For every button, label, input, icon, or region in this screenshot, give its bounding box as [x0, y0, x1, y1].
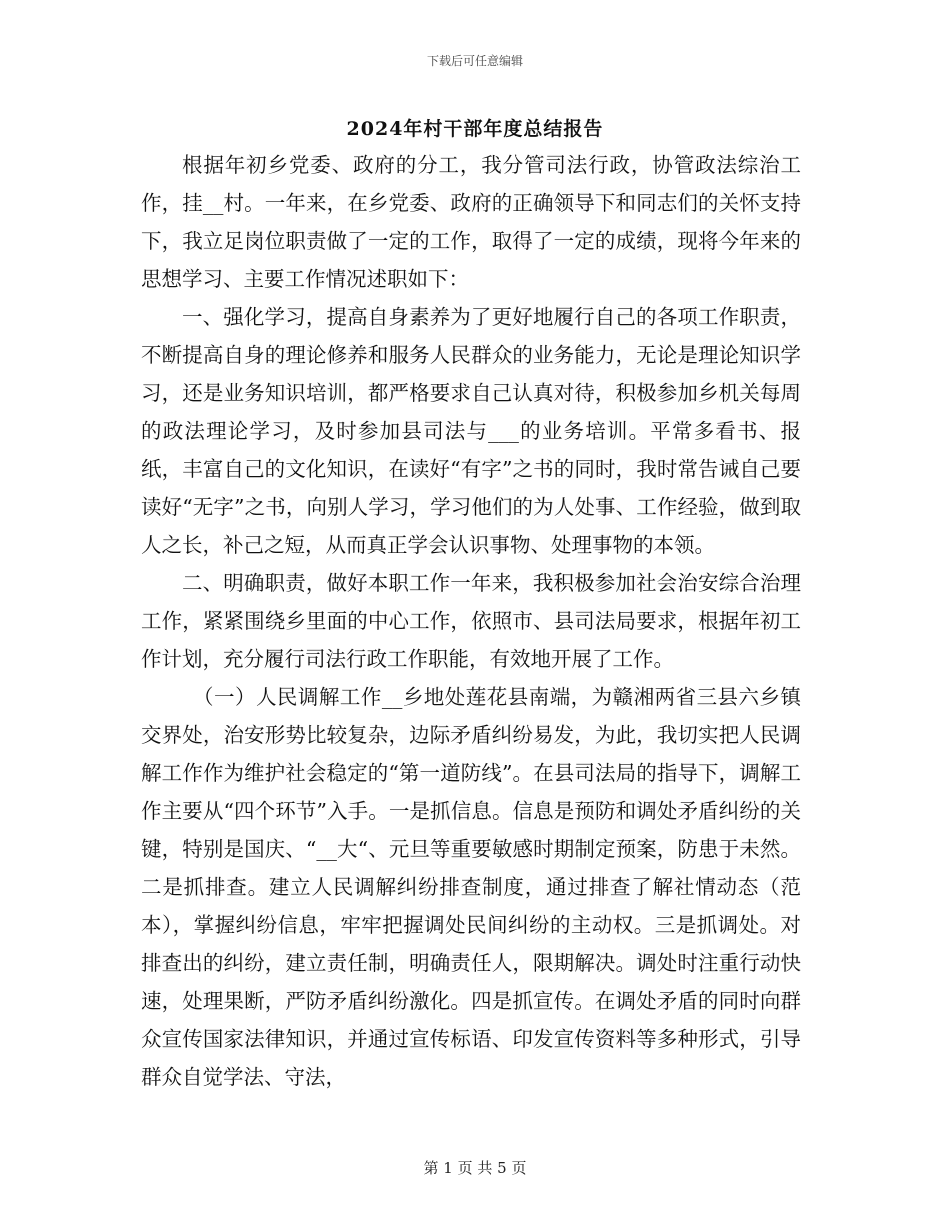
paragraph-section-1: 一、强化学习，提高自身素养为了更好地履行自己的各项工作职责，不断提高自身的理论修养和服务人民群众的业务能力，无论是理论知识学习，还是业务知识培训，都严格要求自己认真对待，积极参加乡机关每周的政法理论学习，及时参加县司法与___的业务培训。平常多看书、报纸，丰富自己的文化知识，在读好“有字”之书的同时，我时常告诫自己要读好“无字”之书，向别人学习，学习他们的为人处事、工作经验，做到取人之长，补己之短，从而真正学会认识事物、处理事物的本领。: [141, 305, 801, 557]
page-number: 第 1 页 共 5 页: [423, 1159, 527, 1177]
paragraph-subsection-1: （一）人民调解工作__乡地处莲花县南端，为赣湘两省三县六乡镇交界处，治安形势比较复杂，边际矛盾纠纷易发，为此，我切实把人民调解工作作为维护社会稳定的“第一道防线”。在县司法局的指导下，调解工作主要从“四个环节”入手。一是抓信息。信息是预防和调处矛盾纠纷的关键，特别是国庆、“__大“、元旦等重要敏感时期制定预案，防患于未然。二是抓排查。建立人民调解纠纷排查制度，通过排查了解社情动态（范本），掌握纠纷信息，牢牢把握调处民间纠纷的主动权。三是抓调处。对排查出的纠纷，建立责任制，明确责任人，限期解决。调处时注重行动快速，处理果断，严防矛盾纠纷激化。四是抓宣传。在调处矛盾的同时向群众宣传国家法律知识，并通过宣传标语、印发宣传资料等多种形式，引导群众自觉学法、守法，: [141, 685, 801, 1089]
paragraph-intro: 根据年初乡党委、政府的分工，我分管司法行政，协管政法综治工作，挂__村。一年来，在乡党委、政府的正确领导下和同志们的关怀支持下，我立足岗位职责做了一定的工作，取得了一定的成绩，现将今年来的思想学习、主要工作情况述职如下：: [141, 153, 801, 291]
paragraph-section-2: 二、明确职责，做好本职工作一年来，我积极参加社会治安综合治理工作，紧紧围绕乡里面的中心工作，依照市、县司法局要求，根据年初工作计划，充分履行司法行政工作职能，有效地开展了工作。: [141, 571, 801, 671]
document-body: [141, 146, 801, 1096]
page-header-note: 下载后可任意编辑: [426, 54, 523, 68]
document-title: 2024年村干部年度总结报告: [346, 118, 604, 140]
